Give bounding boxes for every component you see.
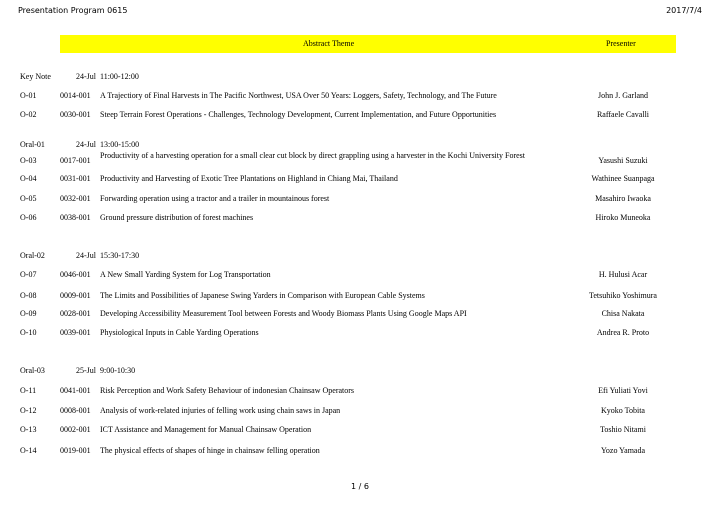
session-date: 25-Jul bbox=[76, 366, 96, 375]
presenter-name: Hiroko Muneoka bbox=[595, 213, 651, 222]
document-title: Presentation Program 0615 bbox=[18, 6, 128, 15]
abstract-code: 0028-001 bbox=[60, 309, 91, 318]
session-time: 13:00-15:00 bbox=[100, 140, 140, 149]
abstract-title: Ground pressure distribution of forest machines bbox=[100, 213, 254, 222]
presenter-name: Kyoko Tobita bbox=[601, 406, 645, 415]
presenter-name: Yozo Yamada bbox=[600, 446, 646, 455]
session-id: Oral-02 bbox=[20, 251, 45, 260]
abstract-code: 0046-001 bbox=[60, 270, 91, 279]
presenter-name: Chisa Nakata bbox=[601, 309, 645, 318]
presenter-name: John J. Garland bbox=[598, 91, 648, 100]
session-time: 11:00-12:00 bbox=[100, 72, 139, 81]
abstract-title: Analysis of work-related injuries of felling work using chain saws in Japan bbox=[100, 406, 341, 415]
abstract-title: Risk Perception and Work Safety Behaviour of indonesian Chainsaw Operators bbox=[100, 386, 355, 395]
abstract-code: 0032-001 bbox=[60, 194, 91, 203]
presentation-id: O-06 bbox=[20, 213, 37, 222]
presenter-name: Masahiro Iwaoka bbox=[595, 194, 651, 203]
abstract-code: 0030-001 bbox=[60, 110, 91, 119]
abstract-title: A Trajectiory of Final Harvests in The Pacific Northwest, USA Over 50 Years: Loggers, Safety, Technology, and The Future bbox=[100, 91, 497, 100]
presentation-id: O-03 bbox=[20, 156, 37, 165]
abstract-code: 0008-001 bbox=[60, 406, 91, 415]
page-number: 1 / 6 bbox=[351, 482, 369, 491]
session-date: 24-Jul bbox=[76, 72, 96, 81]
session-id: Oral-01 bbox=[20, 140, 45, 149]
abstract-code: 0039-001 bbox=[60, 328, 91, 337]
presentation-id: O-08 bbox=[20, 291, 37, 300]
abstract-title: The Limits and Possibilities of Japanese Swing Yarders in Comparison with European Cable Systems bbox=[100, 291, 425, 300]
abstract-title: Physiological Inputs in Cable Yarding Operations bbox=[100, 328, 259, 337]
abstract-title: A New Small Yarding System for Log Transportation bbox=[100, 270, 271, 279]
abstract-title: Developing Accessibility Measurement Tool between Forests and Woody Biomass Plants Using Google Maps API bbox=[100, 309, 467, 318]
presentation-id: O-12 bbox=[20, 406, 37, 415]
abstract-title: The physical effects of shapes of hinge in chainsaw felling operation bbox=[100, 446, 320, 455]
presenter-name: Raffaele Cavalli bbox=[596, 110, 650, 119]
presentation-id: O-10 bbox=[20, 328, 37, 337]
abstract-code: 0019-001 bbox=[60, 446, 91, 455]
presenter-name: Wathinee Suanpaga bbox=[591, 174, 655, 183]
presenter-name: Efi Yuliati Yovi bbox=[598, 386, 648, 395]
presentation-id: O-02 bbox=[20, 110, 37, 119]
abstract-code: 0038-001 bbox=[60, 213, 91, 222]
session-id: Key Note bbox=[20, 72, 51, 81]
presenter-name: Tetsuhiko Yoshimura bbox=[589, 291, 657, 300]
presentation-id: O-14 bbox=[20, 446, 37, 455]
presentation-id: O-11 bbox=[20, 386, 37, 395]
presenter-name: Yasushi Suzuki bbox=[598, 156, 648, 165]
presenter-name: H. Hulusi Acar bbox=[598, 270, 648, 279]
presentation-id: O-09 bbox=[20, 309, 37, 318]
print-date: 2017/7/4 bbox=[666, 6, 702, 15]
abstract-code: 0031-001 bbox=[60, 174, 91, 183]
abstract-code: 0002-001 bbox=[60, 425, 91, 434]
session-time: 15:30-17:30 bbox=[100, 251, 140, 260]
column-header-band bbox=[60, 35, 676, 53]
abstract-code: 0009-001 bbox=[60, 291, 91, 300]
column-header-presenter: Presenter bbox=[606, 39, 636, 48]
presentation-id: O-07 bbox=[20, 270, 37, 279]
abstract-code: 0017-001 bbox=[60, 156, 91, 165]
presenter-name: Toshio Nitami bbox=[600, 425, 646, 434]
abstract-title: Steep Terrain Forest Operations - Challenges, Technology Development, Current Implementation, and Future Opportunities bbox=[100, 110, 497, 119]
presenter-name: Andrea R. Proto bbox=[596, 328, 650, 337]
column-header-abstract: Abstract Theme bbox=[303, 39, 355, 48]
abstract-title: Forwarding operation using a tractor and a trailer in mountainous forest bbox=[100, 194, 330, 203]
abstract-title: Productivity of a harvesting operation for a small clear cut block by direct grappling using a harvester in the Kochi University Forest bbox=[100, 151, 525, 160]
session-time: 9:00-10:30 bbox=[100, 366, 136, 375]
table-row bbox=[0, 151, 720, 171]
presentation-id: O-05 bbox=[20, 194, 37, 203]
session-date: 24-Jul bbox=[76, 140, 96, 149]
presentation-id: O-13 bbox=[20, 425, 37, 434]
presentation-id: O-04 bbox=[20, 174, 37, 183]
abstract-code: 0014-001 bbox=[60, 91, 91, 100]
session-date: 24-Jul bbox=[76, 251, 96, 260]
abstract-title: ICT Assistance and Management for Manual Chainsaw Operation bbox=[100, 425, 312, 434]
abstract-title: Productivity and Harvesting of Exotic Tree Plantations on Highland in Chiang Mai, Thailand bbox=[100, 174, 398, 183]
session-id: Oral-03 bbox=[20, 366, 45, 375]
abstract-code: 0041-001 bbox=[60, 386, 91, 395]
presentation-id: O-01 bbox=[20, 91, 37, 100]
